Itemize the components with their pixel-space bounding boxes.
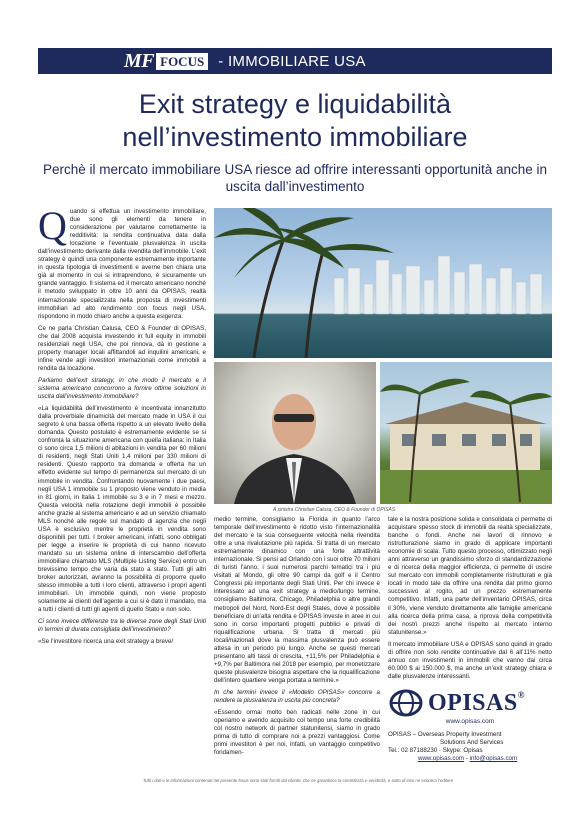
opisas-ad-box	[388, 688, 552, 763]
article-title-line1: Exit strategy e liquidabilità	[138, 89, 452, 119]
article-column-3	[388, 516, 552, 685]
website-link[interactable]: www.opisas.com	[418, 755, 465, 762]
company-contact	[388, 731, 552, 763]
company-name: OPISAS – Overseas Property Investment	[388, 731, 502, 738]
interview-question: Parliamo dell’exit strategy, in che modo il mercato e il sistema americano concorrono a fornire ottime soluzioni in uscita dall’investimento immobiliare?	[38, 376, 206, 401]
logo-website: www.opisas.com	[445, 718, 495, 725]
ceo-portrait-photo	[214, 362, 376, 504]
portrait-graphic	[214, 362, 376, 504]
brand-focus: FOCUS	[156, 53, 208, 70]
article-title	[38, 88, 552, 154]
opisas-logo	[388, 688, 552, 718]
brand-mf: MF	[124, 49, 155, 72]
section-label: - IMMOBILIARE USA	[218, 52, 366, 70]
registered-mark: ®	[517, 689, 525, 700]
section-header-band	[38, 48, 552, 74]
property-graphic	[380, 362, 552, 504]
link-separator: -	[464, 755, 470, 762]
opisas-logo-text	[428, 690, 525, 717]
page-disclaimer: Tutti i dati e le informazioni contenuti nel presente focus sono stati forniti dal cliente, che ne garantisce la correttezza e veridicità, e sotto di essi ne esonera l’editore	[142, 778, 454, 783]
col1-paragraph: «La liquidabilità dell’investimento è incentivata innanzitutto dalla proverbiale dinamicità del mercato made in USA il cui segreto è una bassa offerta rispetto a un elevato livello della domanda. Questo postulato è estremamente evidente se si confronta la situazione americana con quella italiana: in Italia ci sono circa 1,5 milioni di abitazioni in vendita per 60 milioni di residenti, negli Stati Uniti 1,4 milioni per 330 milioni di residenti. Questo rapporto tra domanda e offerta ha un effetto evidente sul tempo di permanenza sul mercato di un immobile in vendita. Confrontando nuovamente i due paesi, negli USA 1 immobile su 1 proposto viene venduto in media in 81 giorni, in Italia 1 immobile su 3 e in 7 mesi e mezzo. Questa velocità nella rotazione degli immobili è possibile anche grazie al sistema americano e ad un servizio chiamato MLS nonché alle regole sul mandato di agenzia che negli USA è esclusivo mentre le proprietà in vendita sono disponibili per tutti. I broker americani, infatti, sono obbligati per legge a inserire le proprietà di cui hanno ricevuto mandato su un sistema online di interscambio dell’offerta immobiliare chiamato MLS (Multiple Listing Service) entro un brevissimo tempo che varia da stato a stato. Tutti gli altri broker autorizzati, avranno la possibilità di proporre quello stesso immobile a tutti i loro clienti, attraverso i propri agenti immobiliari. Un immobile quindi, non viene proposto solamente ai clienti dell’agente a cui si è dato il mandato, ma a tutti i clienti di tutti gli agenti di quello Stato e non solo.	[38, 405, 206, 614]
dropcap: Q	[38, 203, 67, 248]
article-column-2	[214, 516, 380, 761]
col3-paragraph: tale e la nostra posizione solida e consolidata ci permette di acquistare spesso stock di immobili da realtà specializzate, banche o fondi. Anche nei lavori di rinnovo e ristrutturazione siamo in grado di applicare importanti economie di scala. Tutto questo processo, ottimizzato negli anni attraverso un grandissimo sforzo di standardizzazione e di ricerca della maggior efficienza, ci permette di uscire sul mercato con immobili completamente ristrutturati e già locati in modo tale da offrire una rendita dal primo giorno successivo al rogito, ad un prezzo estremamente competitivo. Infatti, una parte dell’inventario OPISAS, circa il 30%, viene venduto direttamente alle famiglie americane alla ricerca della prima casa, a riprova della competitività dei nostri prezzi anche rispetto al mercato interno statunitense.»	[388, 516, 552, 636]
company-phone: Tel.: 02 87188230 · Skype: Opisas	[388, 747, 483, 754]
opisas-logo-name: OPISAS	[428, 689, 518, 716]
photo-caption: A sinistra Christian Calusa, CEO & Founder di OPISAS	[273, 507, 396, 513]
article-title-line2: nell’investimento immobiliare	[122, 122, 468, 152]
company-links	[388, 755, 552, 763]
interview-question: Ci sono invece differenze tra le diverse zone degli Stati Uniti in termini di durata consigliata dell’investimento?	[38, 618, 206, 634]
col2-paragraph: «Essendo ormai molto ben radicati nelle zone in cui operiamo e avendo acquisito col tempo una forte credibilità col nostro network di partner statunitensi, siamo in grado prima di tutto di comprare noi a prezzi vantaggiosi. Come primi investitori è per noi, infatti, un vantaggio competitivo fondamen-	[214, 709, 380, 757]
interview-question: In che termini invece il «Modello OPISAS» concorre a rendere la plusvalenza in uscita più concreta?	[214, 688, 380, 705]
residential-property-photo	[380, 362, 552, 504]
miami-skyline-photo	[214, 208, 552, 358]
article-column-1	[38, 203, 206, 650]
col1-paragraph: «Se l’investitore ricerca una exit strategy a breve/	[38, 638, 174, 646]
company-subtitle: Solutions And Services	[440, 739, 504, 746]
col3-paragraph: Il mercato immobiliare USA e OPISAS sono quindi in grado di offrire non solo rendite continuative dal 6 all’11% netto annuo con investimenti in immobili che vanno dai circa 60.000 $ ai 150.000 $, ma anche un’exit strategy chiara e dalle plusvalenze interessanti.	[388, 640, 552, 680]
magazine-page	[38, 48, 552, 788]
col1-paragraph: Ce ne parla Christian Calusa, CEO & Founder di OPISAS, che dal 2008 acquista investendo in full equity in immobili residenziali negli USA, che poi rinnova, dà in gestione a property manager locali affittandoli ad inquilini americani, e infine vende agli investitori internazionali come immobili a rendita da locazione.	[38, 324, 206, 372]
article-subtitle: Perchè il mercato immobiliare USA riesce ad offrire interessanti opportunità anche in uscita dall’investimento	[43, 162, 547, 194]
skyline-graphic	[214, 208, 552, 358]
opisas-globe-icon	[388, 688, 424, 718]
col2-paragraph: medio termine, consigliamo la Florida in quanto l’arco temporale dell’investimento è ridotto visto l’internazionalità del mercato e la sua conseguente velocità nella rivendita oltre a una rivalutazione più rapida. Si tratta di un mercato estremamente dinamico con una forte attrattività internazionale. Si pensi ad Orlando con i suoi oltre 70 milioni di turisti l’anno, i suoi numerosi parchi tematici tra i più visitati al Mondo, gli oltre 90 campi da golf e il Centro Congressi più importante degli Stati Uniti. Per chi invece è interessato ad una exit strategy a medio/lungo termine, consigliamo Baltimora, Chicago, Philadelphia o altre grandi metropoli del Nord, Nord-Est degli States, dove è possibile beneficiare di un’alta rendita e OPISAS investe in aree in cui sono in corso importanti progetti pubblici e privati di riqualificazione urbana. Si tratta di mercati più locali/nazionali dove la massima plusvalenza può essere attesa in un periodo più lungo. Anche se questi mercati presentano alti tassi di crescita, +11,5% per Philadelphia e +9,7% per Baltimora nel 2018 per esempio, per monetizzare queste plusvalenze bisogna aspettare che la riqualificazione dell’intero quartiere venga portata a termine.»	[214, 516, 380, 684]
email-link[interactable]: info@opisas.com	[469, 755, 518, 762]
col1-paragraph: uando si effettua un investimento immobiliare, due sono gli elementi da tenere in considerazione per valutarne correttamente la redditività: la rendita continuativa data dalla locazione e l’eventuale plusvalenza in uscita dall’investimento derivante dalla rivendita dell’immobile. L’exit strategy è quindi una componente estremamente importante in questa tipologia di investimenti e averne ben chiara una già al momento in cui si intraprendono, è sicuramente un grande vantaggio. Il sistema ed il mercato americano nonché il metodo sviluppato in oltre 10 anni da OPISAS, realtà internazionale specializzata nella proposta di investimenti immobiliari ad alto rendimento con focus negli USA, rispondono in modo chiaro anche a questa esigenza.	[38, 208, 206, 320]
